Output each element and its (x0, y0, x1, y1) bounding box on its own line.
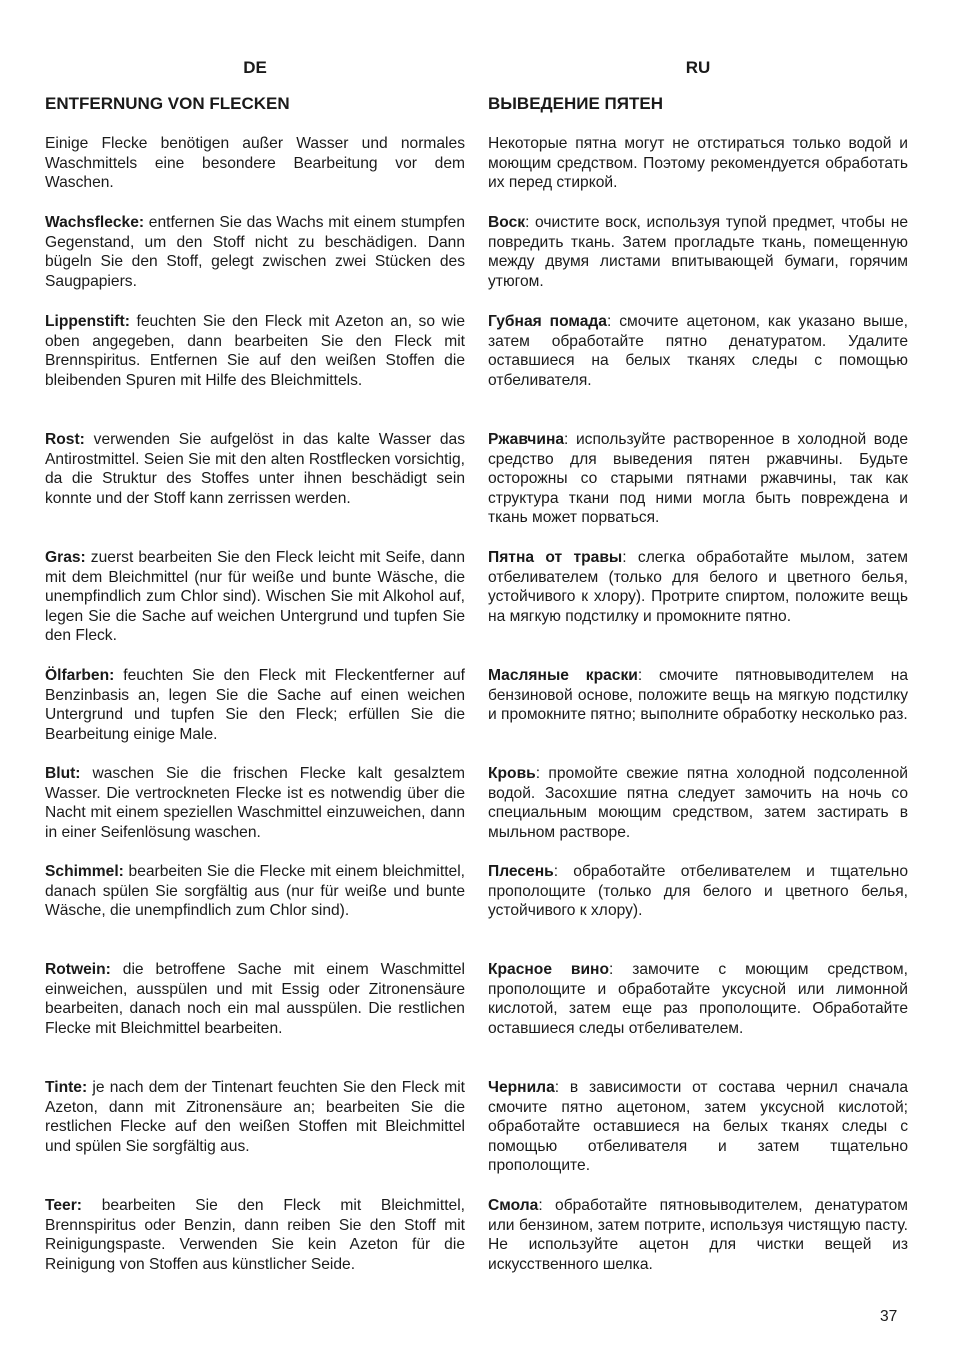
stain-item-de (45, 430, 465, 508)
stain-item-ru (488, 312, 908, 390)
language-heading-de: DE (243, 58, 267, 77)
stain-item-de (45, 312, 465, 390)
page-number: 37 (880, 1308, 898, 1325)
section-title-ru: ВЫВЕДЕНИЕ ПЯТЕН (488, 94, 663, 113)
stain-term: Rotwein: (45, 961, 111, 978)
stain-text: : слегка обработайте мылом, затем отбеливателем (только для белого и цветного белья, устойчивого к хлору). Протрите спиртом, положите вещь на мягкую подстилку и промокните пятно. (488, 549, 908, 625)
stain-item-de (45, 548, 465, 646)
stain-term: Ölfarben: (45, 667, 115, 684)
stain-term: Gras: (45, 549, 86, 566)
stain-text: : промойте свежие пятна холодной подсоленной водой. Засохшие пятна следует замочить на ночь со специальным моющим средством, затем застирать в мыльном растворе. (488, 765, 908, 841)
stain-text: : обработайте пятновыводителем, денатуратом или бензином, затем потрите, используя чистящую пасту. Не используйте ацетон для чистки вещей из искусственного шелка. (488, 1197, 908, 1273)
stain-term: Губная помада (488, 313, 607, 330)
stain-item-de (45, 862, 465, 921)
stain-term: Lippenstift: (45, 313, 130, 330)
stain-item-ru (488, 1196, 908, 1274)
stain-text: : смочите пятновыводителем на бензиновой основе, положите вещь на мягкую подстилку и промокните пятно; выполните обработку несколько раз. (488, 667, 908, 724)
intro-paragraph-de: Einige Flecke benötigen außer Wasser und normales Waschmittels eine besondere Bearbeitung vor dem Waschen. (45, 135, 465, 192)
section-title-de: ENTFERNUNG VON FLECKEN (45, 94, 290, 113)
stain-term: Blut: (45, 765, 81, 782)
stain-term: Tinte: (45, 1079, 88, 1096)
stain-item-de (45, 764, 465, 842)
stain-text: : очистите воск, используя тупой предмет, чтобы не повредить ткань. Затем прогладьте ткань, помещенную между двумя листами впитывающей бумаги, горячим утюгом. (488, 214, 908, 290)
language-heading-ru: RU (685, 58, 711, 77)
stain-item-de (45, 213, 465, 291)
stain-text: die betroffene Sache mit einem Waschmittel einweichen, ausspülen und mit Essig oder Zitronensäure bearbeiten, danach noch ein mal ausspülen. Die restlichen Flecke mit Bleichmittel bearbeiten. (45, 961, 465, 1037)
stain-item-de (45, 666, 465, 744)
stain-text: : в зависимости от состава чернил сначала смочите пятно ацетоном, затем уксусной кислотой; обработайте оставшиеся на белых тканях следы с помощью отбеливателя и затем тщательно прополощите. (488, 1079, 908, 1175)
stain-item-ru (488, 548, 908, 626)
stain-text: waschen Sie die frischen Flecke kalt gesalztem Wasser. Die vertrockneten Flecke ist es notwendig über die Nacht mit einem speziellen Waschmittel einzuweichen, dann in einer Seifenlösung waschen. (45, 765, 465, 841)
stain-term: Wachsflecke: (45, 214, 145, 231)
column-ru (488, 58, 908, 1273)
stain-term: Ржавчина (488, 431, 565, 448)
stain-item-ru (488, 430, 908, 528)
stain-item-de (45, 960, 465, 1038)
stain-text: : смочите ацетоном, как указано выше, затем обработайте пятно денатуратом. Удалите оставшиеся на белых тканях следы с помощью отбеливателя. (488, 313, 908, 389)
stain-item-ru (488, 764, 908, 842)
stain-text: feuchten Sie den Fleck mit Azeton an, so wie oben angegeben, dann bearbeiten Sie den Fleck mit Brennspiritus. Entfernen Sie auf den weißen Stoffen die bleibenden Spuren mit Hilfe des Bleichmittels. (45, 313, 465, 389)
stain-item-ru (488, 213, 908, 291)
stain-term: Rost: (45, 431, 85, 448)
stain-item-ru (488, 1078, 908, 1176)
stain-text: feuchten Sie den Fleck mit Fleckentferner auf Benzinbasis an, legen Sie die Sache auf einen weichen Untergrund und tupfen Sie den Fleck; erfüllen Sie die Bearbeitung einige Male. (45, 667, 465, 743)
stain-item-ru (488, 862, 908, 921)
stain-term: Кровь (488, 765, 536, 782)
stain-text: je nach dem der Tintenart feuchten Sie den Fleck mit Azeton, dann mit Zitronensäure an; bearbeiten Sie die restlichen Flecke auf den weißen Stoffen mit Bleichmittel und spülen Sie sorgfältig aus. (45, 1079, 465, 1155)
stain-text: entfernen Sie das Wachs mit einem stumpfen Gegenstand, um den Stoff nicht zu beschädigen. Dann bügeln Sie den Stoff, gelegt zwischen zwei Stücken des Saugpapiers. (45, 214, 465, 290)
stain-text: bearbeiten Sie den Fleck mit Bleichmittel, Brennspiritus oder Benzin, dann reiben Sie den Stoff mit Reinigungspaste. Verwenden Sie kein Azeton für die Reinigung von Stoffen aus künstlicher Seide. (45, 1197, 465, 1273)
stain-item-de (45, 1196, 465, 1274)
stain-text: bearbeiten Sie die Flecke mit einem bleichmittel, danach spülen Sie sorgfältig aus (nur für weiße und bunte Wäsche, die unempfindlich zum Chlor sind). (45, 863, 465, 920)
intro-paragraph-ru: Некоторые пятна могут не отстираться только водой и моющим средством. Поэтому рекомендуется обработать их перед стиркой. (488, 135, 908, 192)
stain-term: Масляные краски (488, 667, 638, 684)
stain-term: Смола (488, 1197, 539, 1214)
stain-term: Schimmel: (45, 863, 124, 880)
stain-term: Teer: (45, 1197, 82, 1214)
stain-term: Плесень (488, 863, 554, 880)
stain-text: : замочите с моющим средством, прополощите и обработайте уксусной или лимонной кислотой, затем еще раз прополощите. Обработайте оставшиеся следы отбеливателем. (488, 961, 908, 1037)
stain-text: : используйте растворенное в холодной воде средство для выведения пятен ржавчины. Будьте осторожны со старыми пятнами ржавчины, так как структура ткани под ними могла быть повреждена и ткань может порваться. (488, 431, 908, 527)
stain-term: Красное вино (488, 961, 609, 978)
stain-term: Пятна от травы (488, 549, 623, 566)
stain-item-de (45, 1078, 465, 1156)
stain-term: Чернила (488, 1079, 555, 1096)
column-de (45, 58, 465, 1273)
stain-text: verwenden Sie aufgelöst in das kalte Wasser das Antirostmittel. Seien Sie mit den alten Rostflecken vorsichtig, da die Struktur des Stoffes unter ihnen beschädigt sein konnte und der Stoff kann zerrissen werden. (45, 431, 465, 507)
stain-text: zuerst bearbeiten Sie den Fleck leicht mit Seife, dann mit dem Bleichmittel (nur für weiße und bunte Wäsche, die unempfindlich zum Chlor sind). Wischen Sie mit Alkohol auf, legen Sie die Sache auf weichen Untergrund und tupfen Sie den Fleck. (45, 549, 465, 645)
stain-item-ru (488, 960, 908, 1038)
stain-term: Воск (488, 214, 526, 231)
stain-text: : обработайте отбеливателем и тщательно прополощите (только для белого и цветного белья, устойчивого к хлору). (488, 863, 908, 920)
stain-item-ru (488, 666, 908, 725)
